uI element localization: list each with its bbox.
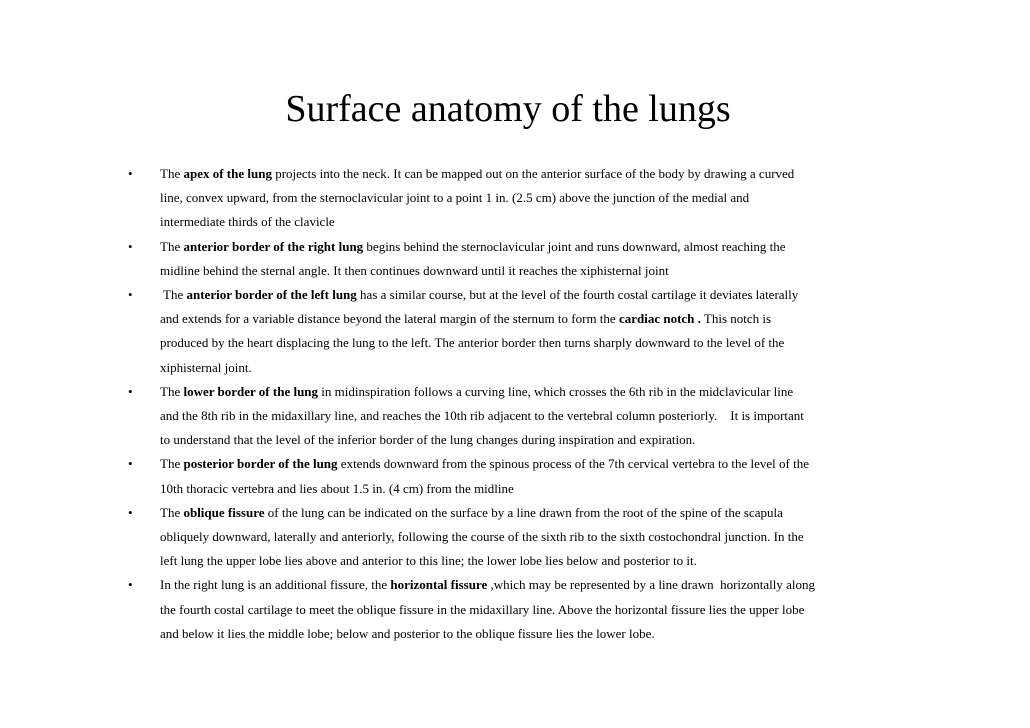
bullet-list [118,162,918,646]
bullet-line [160,573,918,597]
bullet-line [160,307,918,331]
bullet-line [160,259,918,283]
bold-term: lower border of the lung [183,383,319,399]
bullet-marker: • [128,238,133,254]
text-run: and the 8th rib in the midaxillary line, and reaches the 10th rib adjacent to the vertebral column posteriorly. It is important [160,408,804,424]
text-run: The [160,287,187,303]
bullet-line [160,186,918,210]
bullet-item [118,162,918,235]
text-run: extends downward from the spinous process of the 7th cervical vertebra to the level of the [337,456,810,472]
text-run: and below it lies the middle lobe; below and posterior to the oblique fissure lies the lower lobe. [160,625,655,641]
bullet-line [160,598,918,622]
bullet-line [160,235,918,259]
bullet-item [118,235,918,283]
bullet-line [160,404,918,428]
text-run: intermediate thirds of the clavicle [160,214,335,230]
bullet-marker: • [128,504,133,520]
bullet-line [160,162,918,186]
bullet-line [160,525,918,549]
bold-term: cardiac notch . [618,311,701,327]
text-run: ,which may be represented by a line drawn horizontally along [487,577,816,593]
text-run: The [160,504,184,520]
bullet-marker: • [128,383,133,399]
text-run: begins behind the sternoclavicular joint and runs downward, almost reaching the [363,238,786,254]
bullet-item [118,452,918,500]
text-run: and extends for a variable distance beyond the lateral margin of the sternum to form the [160,311,619,327]
bullet-item [118,283,918,380]
text-run: In the right lung is an additional fissure, the [160,577,391,593]
bullet-line [160,283,918,307]
bold-term: oblique fissure [183,504,265,520]
text-run: has a similar course, but at the level of the fourth costal cartilage it deviates laterally [356,287,799,303]
bullet-line [160,428,918,452]
bold-term: apex of the lung [183,166,272,181]
bullet-line [160,452,918,476]
bold-term: anterior border of the right lung [183,238,364,254]
bullet-marker: • [128,166,133,181]
bullet-line [160,477,918,501]
bullet-line [160,501,918,525]
bullet-marker: • [128,456,133,472]
text-run: to understand that the level of the inferior border of the lung changes during inspiration and expiration. [160,432,696,448]
text-run: obliquely downward, laterally and anteriorly, following the course of the sixth rib to the sixth costochondral junction. In the [160,529,804,545]
page-title: Surface anatomy of the lungs [285,88,731,130]
bullet-item [118,501,918,574]
text-run: xiphisternal joint. [160,359,252,375]
text-run: This notch is [700,311,772,327]
text-run: The [160,456,184,472]
bullet-item [118,573,918,646]
text-run: of the lung can be indicated on the surface by a line drawn from the root of the spine of the scapula [264,504,783,520]
text-run: in midinspiration follows a curving line, which crosses the 6th rib in the midclavicular line [318,383,794,399]
bullet-marker: • [128,287,133,303]
bold-term: posterior border of the lung [183,456,338,472]
text-run: midline behind the sternal angle. It then continues downward until it reaches the xiphisternal joint [160,262,669,278]
text-run: The [160,166,184,181]
bullet-item [118,380,918,453]
text-run: The [160,238,184,254]
bullet-line [160,356,918,380]
bullet-marker: • [128,577,133,593]
text-run: produced by the heart displacing the lung to the left. The anterior border then turns sharply downward to the level of the [160,335,785,351]
bullet-line [160,331,918,355]
text-run: The [160,383,184,399]
text-run: projects into the neck. It can be mapped out on the anterior surface of the body by drawing a curved [271,166,795,181]
bullet-line [160,622,918,646]
bullet-line [160,210,918,234]
bullet-line [160,549,918,573]
text-run: 10th thoracic vertebra and lies about 1.5 in. (4 cm) from the midline [160,480,514,496]
text-run: line, convex upward, from the sternoclavicular joint to a point 1 in. (2.5 cm) above the junction of the medial and [160,190,750,206]
bullet-line [160,380,918,404]
bold-term: anterior border of the left lung [186,287,357,303]
bold-term: horizontal fissure [390,577,488,593]
text-run: the fourth costal cartilage to meet the oblique fissure in the midaxillary line. Above the horizontal fissure lies the upper lobe [160,601,805,617]
text-run: left lung the upper lobe lies above and anterior to this line; the lower lobe lies below and posterior to it. [160,553,697,569]
